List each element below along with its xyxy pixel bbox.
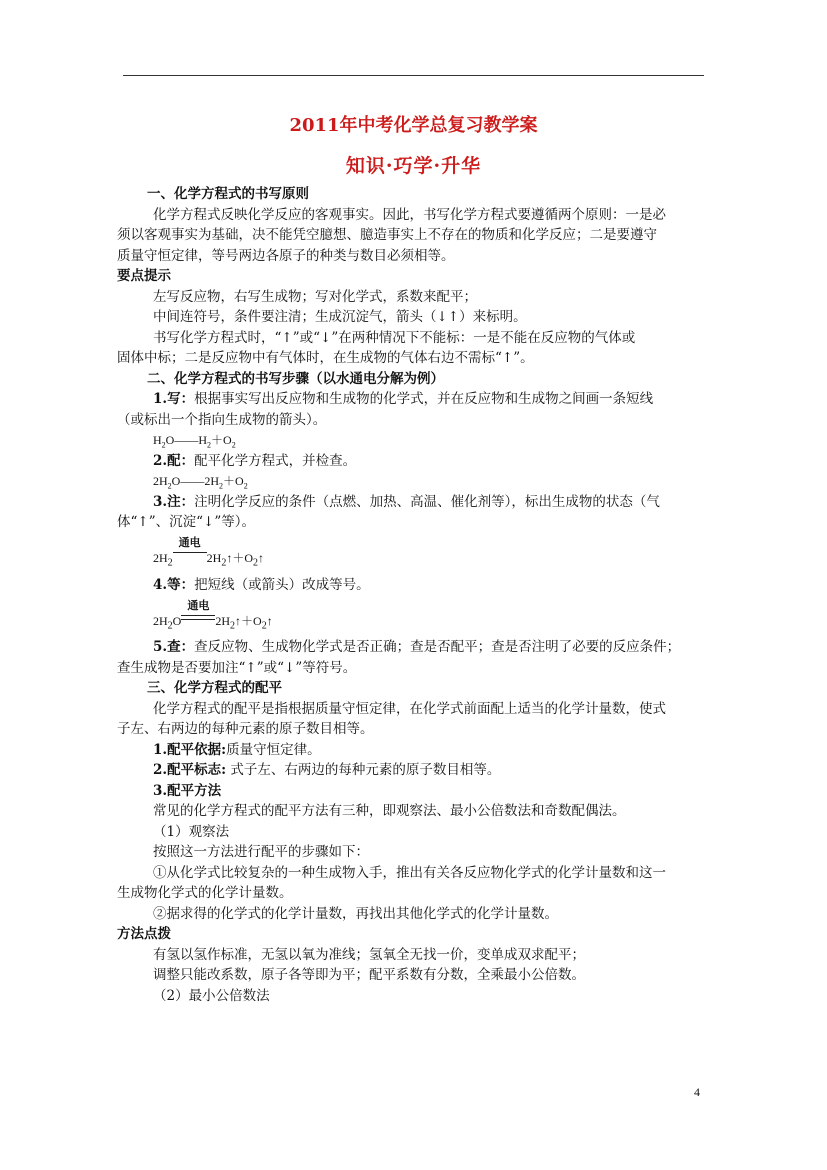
step-label: 4.等： <box>153 576 195 593</box>
section-1-heading: 一、化学方程式的书写原则 <box>147 186 309 202</box>
paragraph-line: （或标出一个指向生成物的箭头）。 <box>117 411 327 428</box>
equation-2: $2H_2O——2H_2+O_2$ <box>153 474 248 491</box>
paragraph-line: 化学方程式的配平是指根据质量守恒定律，在化学式前面配上适当的化学计量数，使式 <box>153 700 666 717</box>
paragraph-line: ②据求得的化学式的化学计量数，再找出其他化学式的化学计量数。 <box>153 905 558 922</box>
equation-4: $2H_2O$ 通电 $2H_2↑+O_2↑$ <box>153 598 273 631</box>
subheading-lcm: （2）最小公倍数法 <box>153 987 270 1004</box>
equation-3: $2H_2$ 通电 $2H_2↑+O_2↑$ <box>153 536 265 569</box>
page-title: 2011年中考化学总复习教学案 <box>289 115 538 136</box>
step-text: 配平化学方程式，并检查。 <box>194 452 357 469</box>
step-label: 2.配： <box>153 452 195 469</box>
balance-basis: 1.配平依据:质量守恒定律。 <box>153 741 321 758</box>
header-rule <box>123 75 704 76</box>
step-4 <box>117 575 707 596</box>
reaction-condition: 通电 <box>181 611 215 625</box>
paragraph-line: 化学方程式反映化学反应的客观事实。因此，书写化学方程式要遵循两个原则：一是必 <box>153 206 666 223</box>
paragraph-line: 常见的化学方程式的配平方法有三种，即观察法、最小公倍数法和奇数配偶法。 <box>153 803 626 819</box>
balance-mark: 2.配平标志: 式子左、右两边的每种元素的原子数目相等。 <box>153 762 501 778</box>
step-5 <box>117 637 707 658</box>
step-text: 注明化学反应的条件（点燃、加热、高温、催化剂等），标出生成物的状态（气 <box>194 493 660 510</box>
page-subtitle: 知识·巧学·升华 <box>345 155 482 177</box>
paragraph-line: 按照这一方法进行配平的步骤如下： <box>153 844 369 860</box>
subheading-observation: （1）观察法 <box>153 823 230 840</box>
step-label: 5.查： <box>153 639 195 655</box>
step-2 <box>117 451 707 472</box>
section-2-heading: 二、化学方程式的书写步骤（以水通电分解为例） <box>147 370 444 387</box>
step-label: 3.注： <box>153 493 195 510</box>
paragraph-line: 子左、右两边的每种元素的原子数目相等。 <box>117 721 374 737</box>
paragraph-line: 左写反应物，右写生成物；写对化学式，系数来配平； <box>153 288 477 305</box>
step-text: 把短线（或箭头）改成等号。 <box>194 576 370 593</box>
paragraph-line: 须以客观事实为基础，决不能凭空臆想、臆造事实上不存在的物质和化学反应；二是要遵守 <box>117 227 657 243</box>
document-body <box>117 184 707 1006</box>
step-text: 查反应物、生成物化学式是否正确；查是否配平；查是否注明了必要的反应条件； <box>194 639 681 655</box>
paragraph-line: 调整只能改系数，原子各等即为平；配平系数有分数，全乘最小公倍数。 <box>153 967 585 983</box>
paragraph-line: 质量守恒定律，等号两边各原子的种类与数目必须相等。 <box>117 247 455 264</box>
tips-heading: 要点提示 <box>117 268 171 284</box>
paragraph-line: 中间连符号，条件要注清；生成沉淀气，箭头（↓↑）来标明。 <box>153 309 527 325</box>
method-tips-heading: 方法点拨 <box>117 926 171 942</box>
step-3 <box>117 492 707 513</box>
step-1 <box>117 389 707 410</box>
section-3-heading: 三、化学方程式的配平 <box>147 680 282 696</box>
page-number: 4 <box>694 1085 700 1099</box>
step-label: 1.写： <box>153 391 195 407</box>
paragraph-line: 固体中标；二是反应物中有气体时，在生成物的气体右边不需标“↑”。 <box>117 350 534 366</box>
reaction-condition: 通电 <box>173 548 207 562</box>
paragraph-line: 查生成物是否要加注“↑”或“↓”等符号。 <box>117 659 357 676</box>
paragraph-line: 有氢以氢作标准，无氢以氧为准线；氢氧全无找一价，变单成双求配平； <box>153 946 585 963</box>
paragraph-line: 生成物化学式的化学计量数。 <box>117 885 293 901</box>
equation-1: $H_2O——H_2+O_2$ <box>153 433 236 450</box>
balance-method-heading: 3.配平方法 <box>153 782 222 799</box>
paragraph-line: 体“↑”、沉淀“↓”等）。 <box>117 514 255 530</box>
step-text: 根据事实写出反应物和生成物的化学式，并在反应物和生成物之间画一条短线 <box>194 391 654 407</box>
paragraph-line: 书写化学方程式时，“↑”或“↓”在两种情况下不能标：一是不能在反应物的气体或 <box>153 329 636 346</box>
paragraph-line: ①从化学式比较复杂的一种生成物入手，推出有关各反应物化学式的化学计量数和这一 <box>153 864 666 881</box>
